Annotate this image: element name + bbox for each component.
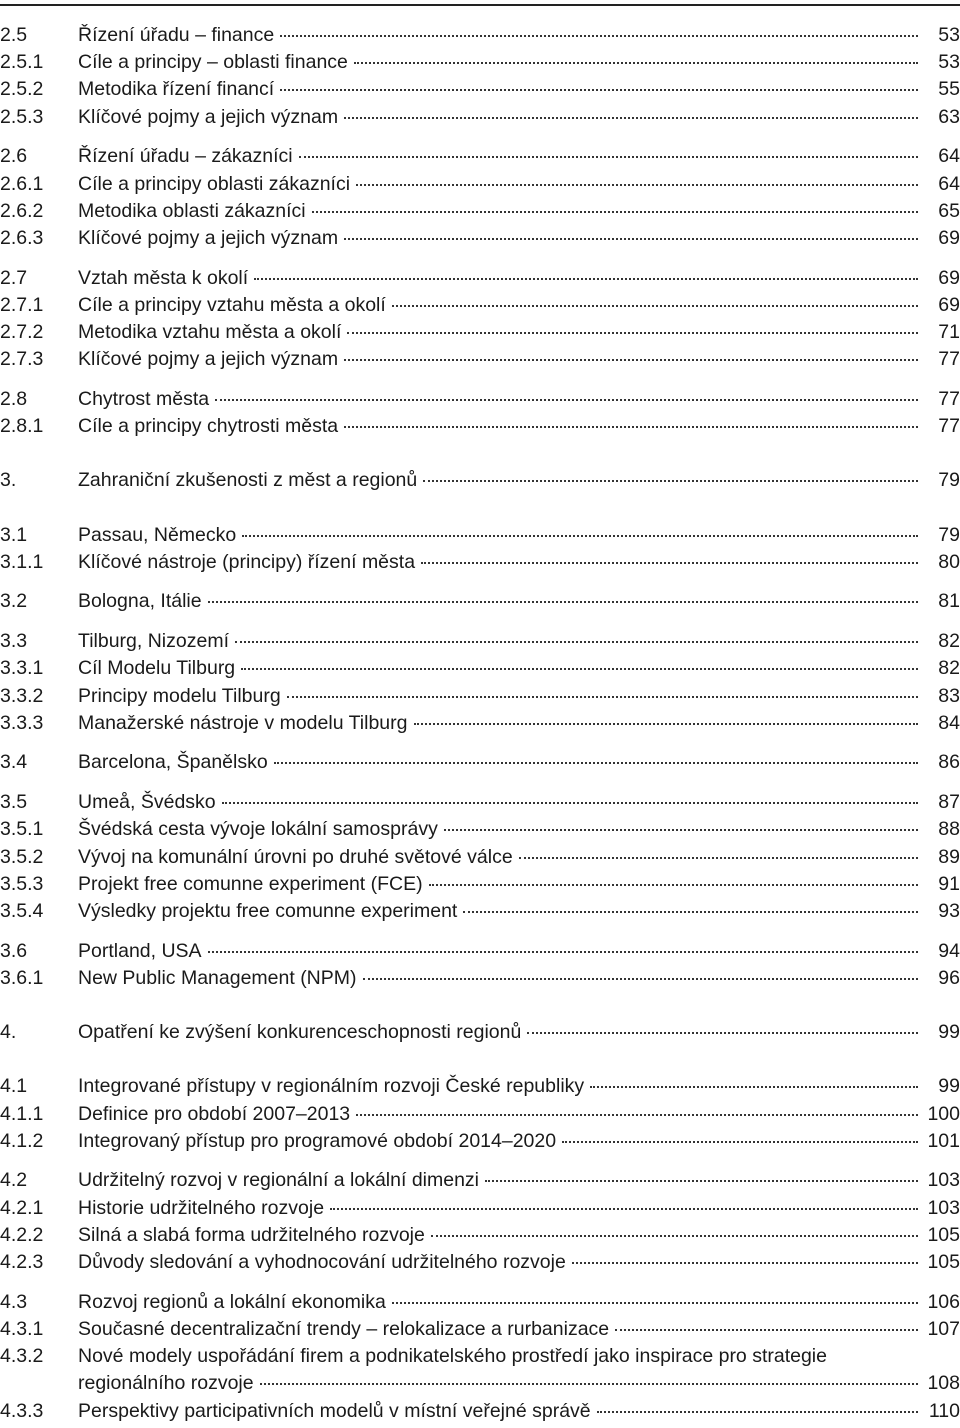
toc-entry[interactable] xyxy=(0,1195,960,1222)
dot-leader xyxy=(242,535,918,537)
toc-entry[interactable] xyxy=(0,749,960,776)
toc-title: Metodika oblasti zákazníci xyxy=(78,199,306,222)
dot-leader xyxy=(392,305,918,307)
dot-leader xyxy=(356,184,918,186)
toc-page-number: 77 xyxy=(938,415,960,438)
toc-title: Portland, USA xyxy=(78,939,202,962)
toc-title: Projekt free comunne experiment (FCE) xyxy=(78,872,423,895)
toc-entry[interactable] xyxy=(0,22,960,49)
toc-title: Silná a slabá forma udržitelného rozvoje xyxy=(78,1223,425,1246)
toc-title: Integrovaný přístup pro programové období 2014–2020 xyxy=(78,1129,557,1152)
toc-title: Umeå, Švédsko xyxy=(78,791,216,814)
dot-leader xyxy=(208,951,918,953)
dot-leader xyxy=(597,1411,918,1413)
toc-entry[interactable] xyxy=(0,49,960,76)
toc-number: 3.5.1 xyxy=(0,818,44,841)
toc-entry[interactable] xyxy=(0,816,960,843)
toc-title: Opatření ke zvýšení konkurenceschopnosti regionů xyxy=(78,1021,522,1044)
toc-page-number: 53 xyxy=(938,51,960,74)
toc-entry[interactable] xyxy=(0,938,960,965)
toc-page-number: 99 xyxy=(938,1075,960,1098)
toc-number: 4.3.1 xyxy=(0,1317,44,1340)
toc-page-number: 69 xyxy=(938,266,960,289)
toc-entry[interactable] xyxy=(0,789,960,816)
toc-page-number: 105 xyxy=(927,1251,960,1274)
toc-entry[interactable] xyxy=(0,104,960,131)
toc-number: 3.4 xyxy=(0,751,28,774)
toc-title: Klíčové pojmy a jejich význam xyxy=(78,105,339,128)
toc-page-number: 96 xyxy=(938,966,960,989)
toc-page-number: 87 xyxy=(938,791,960,814)
table-of-contents xyxy=(0,22,960,1425)
toc-title: Nové modely uspořádání firem a podnikatelského prostředí jako inspirace pro strategie xyxy=(78,1345,827,1368)
toc-page-number: 93 xyxy=(938,899,960,922)
dot-leader xyxy=(363,978,918,980)
toc-title: Cíle a principy vztahu města a okolí xyxy=(78,293,386,316)
toc-page-number: 80 xyxy=(938,550,960,573)
toc-number: 3.3.3 xyxy=(0,711,44,734)
dot-leader xyxy=(344,359,918,361)
toc-number: 3.5.3 xyxy=(0,872,44,895)
dot-leader xyxy=(392,1302,918,1304)
toc-entry[interactable] xyxy=(0,1222,960,1249)
toc-entry[interactable] xyxy=(0,549,960,576)
toc-title: Vztah města k okolí xyxy=(78,266,249,289)
toc-number: 2.6.3 xyxy=(0,226,44,249)
toc-number: 4.3.2 xyxy=(0,1345,44,1368)
dot-leader xyxy=(354,62,918,64)
toc-number: 3.1 xyxy=(0,523,28,546)
dot-leader xyxy=(287,696,918,698)
toc-entry[interactable] xyxy=(0,683,960,710)
dot-leader xyxy=(590,1086,918,1088)
toc-number: 2.7 xyxy=(0,266,28,289)
toc-title: Metodika vztahu města a okolí xyxy=(78,321,342,344)
toc-entry[interactable] xyxy=(0,522,960,549)
toc-page-number: 99 xyxy=(938,1021,960,1044)
toc-number: 2.7.1 xyxy=(0,293,44,316)
toc-title: Barcelona, Španělsko xyxy=(78,751,268,774)
toc-page-number: 88 xyxy=(938,818,960,841)
toc-title: Integrované přístupy v regionálním rozvoji České republiky xyxy=(78,1075,585,1098)
toc-title: Výsledky projektu free comunne experiment xyxy=(78,899,458,922)
toc-page-number: 77 xyxy=(938,348,960,371)
toc-entry[interactable] xyxy=(0,1316,960,1343)
toc-page-number: 91 xyxy=(938,872,960,895)
dot-leader xyxy=(615,1329,918,1331)
toc-number: 2.5.2 xyxy=(0,78,44,101)
toc-page-number: 55 xyxy=(938,78,960,101)
toc-entry[interactable] xyxy=(0,1343,960,1397)
toc-entry[interactable] xyxy=(0,1101,960,1128)
toc-number: 2.5 xyxy=(0,24,28,46)
dot-leader xyxy=(347,332,918,334)
dot-leader xyxy=(344,426,918,428)
dot-leader xyxy=(299,156,918,158)
toc-number: 2.6.1 xyxy=(0,172,44,195)
toc-entry[interactable] xyxy=(0,965,960,992)
toc-title: Tilburg, Nizozemí xyxy=(78,630,229,653)
toc-page-number: 81 xyxy=(938,590,960,613)
toc-number: 3.3.2 xyxy=(0,684,44,707)
toc-number: 4.2.1 xyxy=(0,1196,44,1219)
toc-number: 3.1.1 xyxy=(0,550,44,573)
toc-entry[interactable] xyxy=(0,143,960,170)
toc-entry[interactable] xyxy=(0,710,960,737)
toc-title: Cíle a principy chytrosti města xyxy=(78,415,339,438)
toc-page-number: 107 xyxy=(927,1317,960,1340)
toc-page-number: 84 xyxy=(938,711,960,734)
toc-page-number: 64 xyxy=(938,172,960,195)
toc-number: 3.3 xyxy=(0,630,28,653)
toc-page-number: 103 xyxy=(927,1196,960,1219)
toc-number: 4. xyxy=(0,1021,17,1044)
toc-page-number: 69 xyxy=(938,293,960,316)
toc-page-number: 89 xyxy=(938,845,960,868)
toc-page-number: 64 xyxy=(938,145,960,168)
toc-entry[interactable] xyxy=(0,198,960,225)
dot-leader xyxy=(562,1141,918,1143)
toc-page-number: 103 xyxy=(927,1169,960,1192)
toc-number: 2.8 xyxy=(0,387,28,410)
toc-entry[interactable] xyxy=(0,319,960,346)
toc-title: Zahraniční zkušenosti z měst a regionů xyxy=(78,469,418,492)
toc-page-number: 82 xyxy=(938,630,960,653)
toc-number: 3.6 xyxy=(0,939,28,962)
dot-leader xyxy=(208,601,918,603)
toc-title: Cíle a principy – oblasti finance xyxy=(78,51,348,74)
dot-leader xyxy=(344,117,918,119)
toc-page-number: 71 xyxy=(938,321,960,344)
toc-entry[interactable] xyxy=(0,76,960,103)
toc-number: 4.1 xyxy=(0,1075,28,1098)
toc-entry[interactable] xyxy=(0,1289,960,1316)
toc-page-number: 82 xyxy=(938,657,960,680)
toc-entry[interactable] xyxy=(0,655,960,682)
toc-number: 2.8.1 xyxy=(0,415,44,438)
toc-title: Klíčové nástroje (principy) řízení města xyxy=(78,550,416,573)
dot-leader xyxy=(235,641,918,643)
toc-title: Současné decentralizační trendy – relokalizace a rurbanizace xyxy=(78,1317,610,1340)
dot-leader xyxy=(414,723,919,725)
toc-number: 2.7.2 xyxy=(0,321,44,344)
toc-entry[interactable] xyxy=(0,588,960,615)
toc-title: Udržitelný rozvoj v regionální a lokální dimenzi xyxy=(78,1169,480,1192)
toc-title: Perspektivy participativních modelů v místní veřejné správě xyxy=(78,1399,591,1422)
dot-leader xyxy=(429,884,918,886)
toc-number: 4.2.2 xyxy=(0,1223,44,1246)
toc-number: 3.2 xyxy=(0,590,28,613)
toc-page-number: 77 xyxy=(938,387,960,410)
dot-leader xyxy=(423,480,918,482)
toc-title: Principy modelu Tilburg xyxy=(78,684,281,707)
toc-entry[interactable] xyxy=(0,871,960,898)
toc-title-continuation: regionálního rozvoje xyxy=(78,1372,254,1395)
toc-title: Švédská cesta vývoje lokální samosprávy xyxy=(78,818,438,841)
toc-number: 2.5.1 xyxy=(0,51,44,74)
toc-title: New Public Management (NPM) xyxy=(78,966,357,989)
toc-title: Passau, Německo xyxy=(78,523,237,546)
toc-number: 4.3 xyxy=(0,1290,28,1313)
toc-page-number: 79 xyxy=(938,523,960,546)
toc-entry[interactable] xyxy=(0,292,960,319)
toc-entry[interactable] xyxy=(0,265,960,292)
dot-leader xyxy=(444,829,918,831)
toc-entry[interactable] xyxy=(0,171,960,198)
toc-title: Řízení úřadu – zákazníci xyxy=(78,145,293,168)
dot-leader xyxy=(215,399,918,401)
toc-number: 2.5.3 xyxy=(0,105,44,128)
toc-title: Důvody sledování a vyhodnocování udržitelného rozvoje xyxy=(78,1251,566,1274)
toc-page-number: 83 xyxy=(938,684,960,707)
toc-title: Chytrost města xyxy=(78,387,210,410)
dot-leader xyxy=(527,1032,918,1034)
toc-page-number: 110 xyxy=(928,1399,960,1422)
toc-entry[interactable] xyxy=(0,225,960,252)
toc-page-number: 106 xyxy=(927,1290,960,1313)
toc-title: Řízení úřadu – finance xyxy=(78,24,275,46)
dot-leader xyxy=(572,1262,918,1264)
toc-number: 2.6 xyxy=(0,145,28,168)
toc-number: 4.1.2 xyxy=(0,1129,44,1152)
dot-leader xyxy=(356,1114,918,1116)
dot-leader xyxy=(280,89,918,91)
dot-leader xyxy=(260,1383,918,1385)
toc-entry[interactable] xyxy=(0,467,960,494)
toc-page-number: 86 xyxy=(938,751,960,774)
toc-entry[interactable] xyxy=(0,386,960,413)
toc-title: Cíl Modelu Tilburg xyxy=(78,657,236,680)
toc-title: Cíle a principy oblasti zákazníci xyxy=(78,172,351,195)
dot-leader xyxy=(280,35,918,37)
dot-leader xyxy=(421,562,918,564)
toc-entry[interactable] xyxy=(0,413,960,440)
toc-page-number: 63 xyxy=(938,105,960,128)
toc-page-number: 100 xyxy=(927,1102,960,1125)
dot-leader xyxy=(241,668,918,670)
toc-page-number: 108 xyxy=(927,1372,960,1395)
toc-page-number: 79 xyxy=(938,469,960,492)
toc-title: Definice pro období 2007–2013 xyxy=(78,1102,351,1125)
toc-page-number: 105 xyxy=(927,1223,960,1246)
dot-leader xyxy=(222,802,918,804)
dot-leader xyxy=(431,1235,918,1237)
toc-entry[interactable] xyxy=(0,1073,960,1100)
toc-page-number: 69 xyxy=(938,226,960,249)
toc-number: 2.6.2 xyxy=(0,199,44,222)
toc-number: 4.2.3 xyxy=(0,1251,44,1274)
toc-number: 3. xyxy=(0,469,17,492)
toc-title: Klíčové pojmy a jejich význam xyxy=(78,226,339,249)
dot-leader xyxy=(312,211,918,213)
toc-number: 4.1.1 xyxy=(0,1102,44,1125)
toc-number: 3.3.1 xyxy=(0,657,44,680)
toc-title: Historie udržitelného rozvoje xyxy=(78,1196,325,1219)
dot-leader xyxy=(463,911,918,913)
toc-entry[interactable] xyxy=(0,844,960,871)
toc-number: 3.5.2 xyxy=(0,845,44,868)
toc-page-number: 53 xyxy=(938,24,960,46)
toc-number: 3.5 xyxy=(0,791,28,814)
dot-leader xyxy=(485,1180,918,1182)
toc-title: Rozvoj regionů a lokální ekonomika xyxy=(78,1290,386,1313)
dot-leader xyxy=(274,762,918,764)
top-rule xyxy=(0,4,960,6)
toc-number: 2.7.3 xyxy=(0,348,44,371)
toc-number: 3.5.4 xyxy=(0,899,44,922)
toc-title: Klíčové pojmy a jejich význam xyxy=(78,348,339,371)
toc-page-number: 94 xyxy=(938,939,960,962)
toc-title: Manažerské nástroje v modelu Tilburg xyxy=(78,711,408,734)
toc-entry[interactable] xyxy=(0,1249,960,1276)
toc-entry[interactable] xyxy=(0,1128,960,1155)
toc-number: 3.6.1 xyxy=(0,966,44,989)
dot-leader xyxy=(344,238,918,240)
dot-leader xyxy=(254,278,918,280)
toc-number: 4.2 xyxy=(0,1169,28,1192)
toc-entry[interactable] xyxy=(0,628,960,655)
toc-entry[interactable] xyxy=(0,1398,960,1425)
toc-title: Metodika řízení financí xyxy=(78,78,275,101)
toc-title: Vývoj na komunální úrovni po druhé světové válce xyxy=(78,845,513,868)
toc-page-number: 101 xyxy=(927,1129,960,1152)
toc-page-number: 65 xyxy=(938,199,960,222)
toc-entry[interactable] xyxy=(0,1167,960,1194)
toc-number: 4.3.3 xyxy=(0,1399,44,1422)
toc-entry[interactable] xyxy=(0,346,960,373)
dot-leader xyxy=(330,1208,918,1210)
toc-title: Bologna, Itálie xyxy=(78,590,202,613)
toc-entry[interactable] xyxy=(0,1019,960,1046)
dot-leader xyxy=(519,857,918,859)
toc-entry[interactable] xyxy=(0,898,960,925)
